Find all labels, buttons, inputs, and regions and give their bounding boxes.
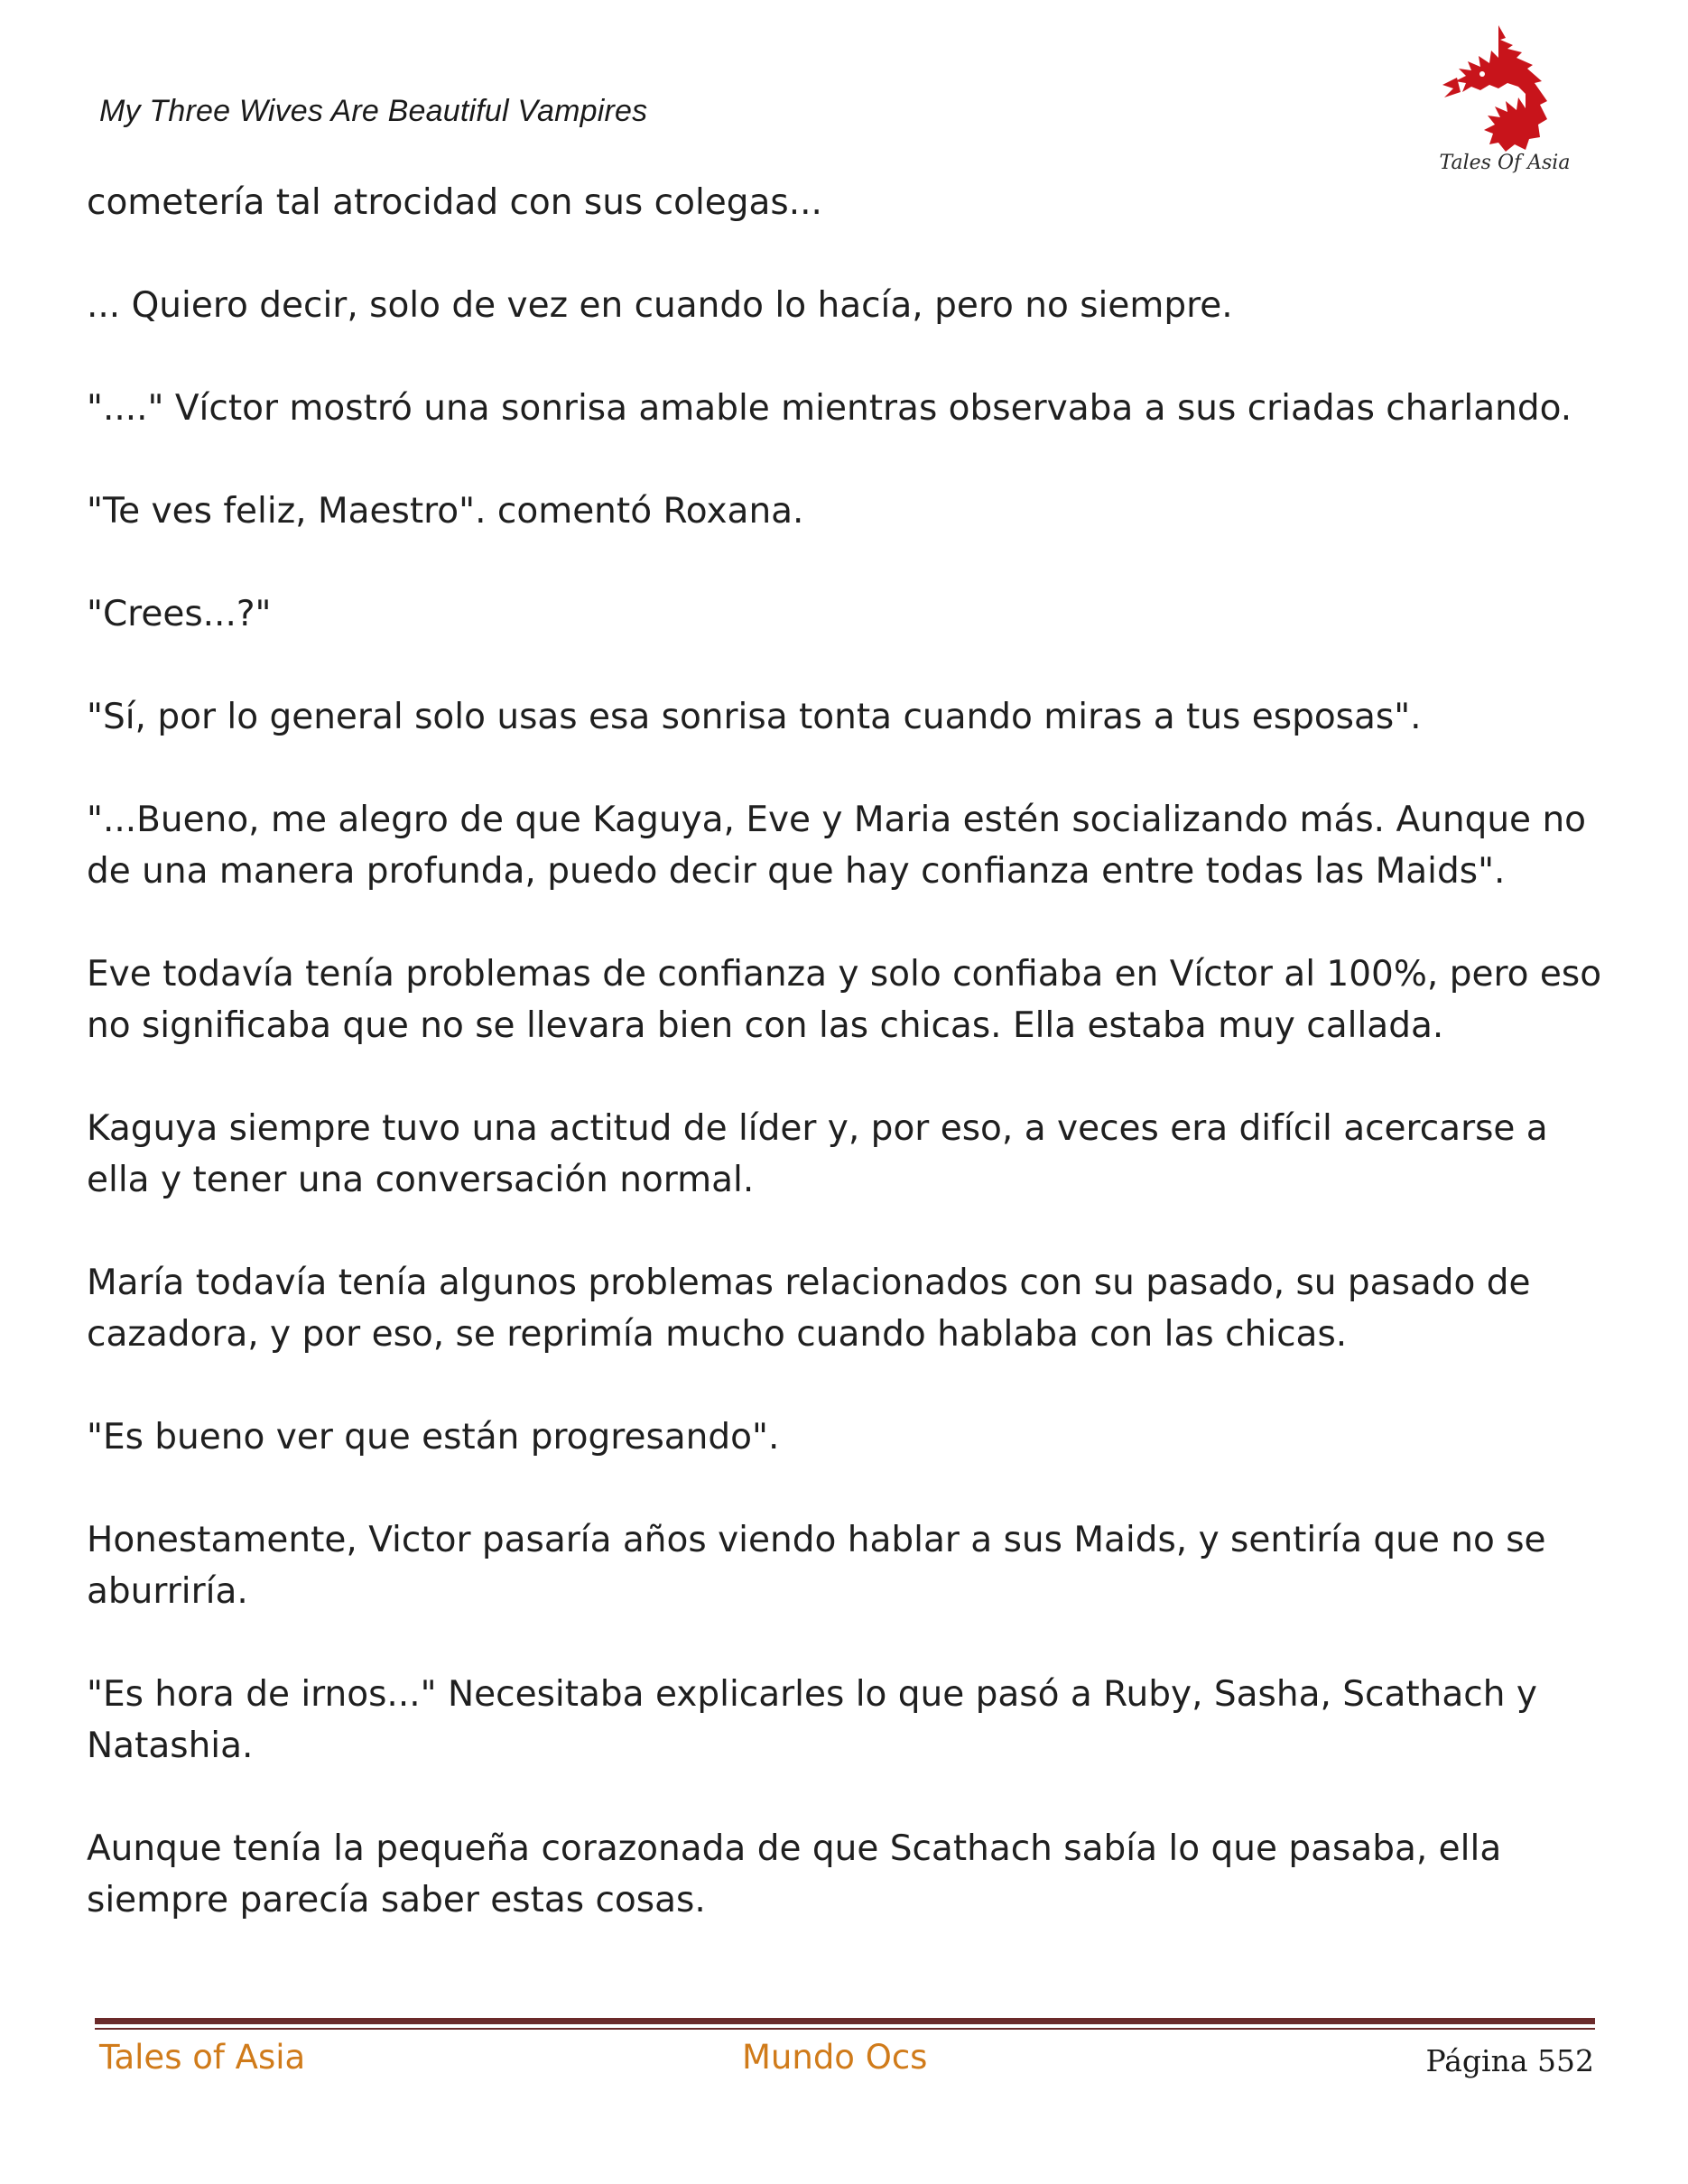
header-book-title: My Three Wives Are Beautiful Vampires [99, 94, 648, 128]
paragraph: cometería tal atrocidad con sus colegas... [87, 182, 822, 223]
paragraph: "...Bueno, me alegro de que Kaguya, Eve y Maria estén socializando más. Aunque no de una manera profunda, puedo decir que hay confianza entre todas las Maids". [87, 800, 1587, 892]
paragraph: Aunque tenía la pequeña corazonada de que Scathach sabía lo que pasaba, ella siempre parecía saber estas cosas. [87, 1828, 1502, 1920]
footer-section: Mundo Ocs [742, 2038, 928, 2077]
paragraph: María todavía tenía algunos problemas relacionados con su pasado, su pasado de cazadora, y por eso, se reprimía mucho cuando hablaba con las chicas. [87, 1263, 1531, 1355]
logo-text: Tales Of Asia [1439, 152, 1571, 174]
footer-divider [95, 2018, 1595, 2034]
footer-publisher: Tales of Asia [99, 2038, 306, 2077]
paragraph: ... Quiero decir, solo de vez en cuando lo hacía, pero no siempre. [87, 285, 1233, 326]
paragraph: "Sí, por lo general solo usas esa sonrisa tonta cuando miras a tus esposas". [87, 697, 1422, 737]
paragraph: "Crees...?" [87, 594, 272, 634]
paragraph: "...." Víctor mostró una sonrisa amable mientras observaba a sus criadas charlando. [87, 388, 1572, 429]
paragraph: "Es hora de irnos..." Necesitaba explicarles lo que pasó a Ruby, Sasha, Scathach y Natashia. [87, 1674, 1537, 1766]
paragraph: Kaguya siempre tuvo una actitud de líder y, por eso, a veces era difícil acercarse a ella y tener una conversación normal. [87, 1108, 1548, 1200]
page-number: Página 552 [1425, 2043, 1594, 2078]
paragraph: Eve todavía tenía problemas de confianza y solo confiaba en Víctor al 100%, pero eso no significaba que no se llevara bien con las chicas. Ella estaba muy callada. [87, 954, 1602, 1046]
paragraph: "Te ves feliz, Maestro". comentó Roxana. [87, 491, 804, 532]
paragraph: "Es bueno ver que están progresando". [87, 1417, 780, 1458]
document-body [87, 177, 1603, 1977]
paragraph: Honestamente, Victor pasaría años viendo hablar a sus Maids, y sentiría que no se aburriría. [87, 1520, 1546, 1612]
